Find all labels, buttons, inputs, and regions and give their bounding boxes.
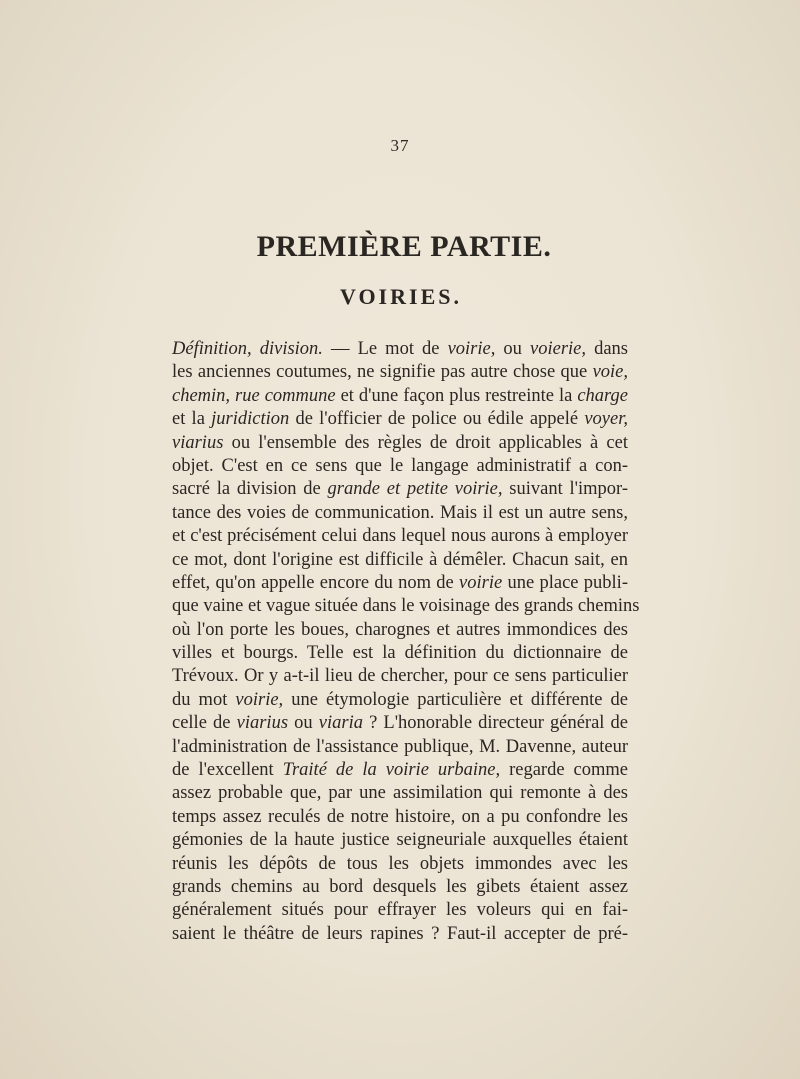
text-run: — Le mot de xyxy=(322,339,448,359)
text-run: ou xyxy=(288,713,319,734)
text-run: tance des voies de communication. Mais il est un autre sens, xyxy=(172,502,628,523)
italic-term: charge xyxy=(577,385,628,406)
text-run: généralement situés pour effrayer les voleurs qui en fai- xyxy=(172,900,628,921)
text-line xyxy=(172,876,628,899)
italic-term: voirie, xyxy=(447,339,496,359)
text-run: effet, qu'on appelle encore du nom de xyxy=(172,572,460,593)
text-line xyxy=(172,853,628,876)
italic-term: grande et petite voirie, xyxy=(327,479,503,500)
text-run: du mot xyxy=(172,689,236,710)
text-run: grands chemins au bord desquels les gibets étaient assez xyxy=(172,876,628,897)
text-run: de l'officier de police ou édile appelé xyxy=(289,409,585,430)
text-run: ou l'ensemble des règles de droit applicables à cet xyxy=(223,432,628,453)
text-run: réunis les dépôts de tous les objets immondes avec les xyxy=(172,853,628,874)
text-run: Trévoux. Or y a-t-il lieu de chercher, pour ce sens particulier xyxy=(172,666,628,687)
text-line xyxy=(172,923,628,946)
text-line xyxy=(172,642,628,665)
italic-term: juridiction xyxy=(211,409,290,430)
text-line xyxy=(172,549,628,572)
text-line xyxy=(172,619,628,642)
text-line xyxy=(172,361,628,384)
text-line xyxy=(172,502,628,525)
section-title: VOIRIES. xyxy=(340,284,462,309)
text-run: que vaine et vague située dans le voisinage des grands chemins xyxy=(172,596,640,617)
page-number: 37 xyxy=(390,136,410,155)
text-run: villes et bourgs. Telle est la définition du dictionnaire de xyxy=(172,643,628,664)
body-text xyxy=(172,338,640,946)
italic-term: voirie xyxy=(459,572,503,593)
text-run: regarde comme xyxy=(500,760,628,781)
text-run: les anciennes coutumes, ne signifie pas autre chose que xyxy=(172,362,593,383)
italic-term: viaria xyxy=(318,713,363,734)
italic-term: Définition, division. xyxy=(172,339,323,359)
text-line xyxy=(172,665,628,688)
italic-term: voierie, xyxy=(530,339,587,359)
text-run: ? L'honorable directeur général de xyxy=(362,713,629,734)
text-line xyxy=(172,338,628,361)
text-line xyxy=(172,829,628,852)
part-title: PREMIÈRE PARTIE. xyxy=(256,230,552,263)
italic-term: chemin, rue commune xyxy=(172,385,336,406)
italic-term: voirie, xyxy=(235,689,284,710)
text-line xyxy=(172,689,628,712)
text-run: et c'est précisément celui dans lequel nous aurons à employer xyxy=(172,526,628,547)
text-line xyxy=(172,455,628,478)
text-run: de l'excellent xyxy=(172,760,283,781)
text-line xyxy=(172,385,628,408)
text-line xyxy=(172,736,628,759)
text-run: saient le théâtre de leurs rapines ? Faut-il accepter de pré- xyxy=(172,923,628,944)
text-line xyxy=(172,595,640,618)
italic-term: voyer, xyxy=(584,409,628,430)
text-run: sacré la division de xyxy=(172,479,328,500)
text-run: suivant l'impor- xyxy=(502,479,628,500)
text-line xyxy=(172,782,628,805)
text-run: une place publi- xyxy=(502,572,628,593)
italic-term: Traité de la voirie urbaine, xyxy=(282,760,501,781)
text-run: ou xyxy=(495,339,531,359)
text-line xyxy=(172,759,628,782)
text-run: gémonies de la haute justice seigneuriale auxquelles étaient xyxy=(172,830,628,851)
text-run: l'administration de l'assistance publique, M. Davenne, auteur xyxy=(172,736,628,757)
text-line xyxy=(172,525,628,548)
text-line xyxy=(172,408,628,431)
text-run: et la xyxy=(172,409,212,430)
text-run: une étymologie particulière et différente de xyxy=(283,689,629,710)
italic-term: voie, xyxy=(592,362,628,383)
text-run: ce mot, dont l'origine est difficile à démêler. Chacun sait, en xyxy=(172,549,628,570)
text-line xyxy=(172,899,628,922)
text-line xyxy=(172,432,628,455)
italic-term: viarius xyxy=(236,713,289,734)
text-line xyxy=(172,712,628,735)
italic-term: viarius xyxy=(172,432,224,453)
text-run: objet. C'est en ce sens que le langage administratif a con- xyxy=(172,455,628,476)
text-run: où l'on porte les boues, charognes et autres immondices des xyxy=(172,619,628,640)
text-line xyxy=(172,478,628,501)
text-run: et d'une façon plus restreinte la xyxy=(335,385,578,406)
text-run: dans xyxy=(586,339,629,359)
text-run: celle de xyxy=(172,713,237,734)
text-line xyxy=(172,572,628,595)
text-run: temps assez reculés de notre histoire, on a pu confondre les xyxy=(172,806,628,827)
text-run: assez probable que, par une assimilation qui remonte à des xyxy=(172,783,628,804)
text-line xyxy=(172,806,628,829)
